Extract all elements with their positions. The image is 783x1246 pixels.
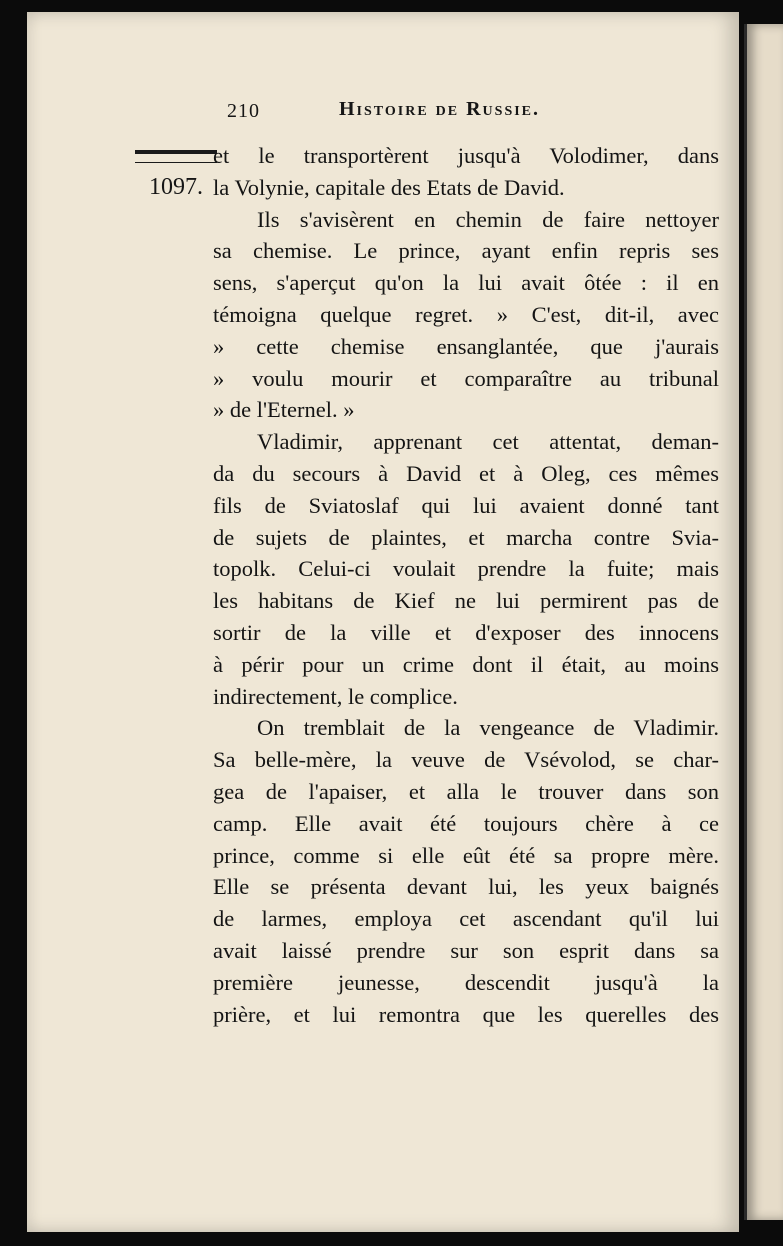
text-line: topolk. Celui-ci voulait prendre la fuite; mais <box>213 556 719 582</box>
text-line: Elle se présenta devant lui, les yeux baignés <box>213 874 719 900</box>
text-line: » de l'Eternel. » <box>213 397 355 423</box>
text-line: Vladimir, apprenant cet attentat, deman- <box>257 429 719 455</box>
text-line: de larmes, employa cet ascendant qu'il lui <box>213 906 719 932</box>
text-line: Sa belle-mère, la veuve de Vsévolod, se char- <box>213 747 719 773</box>
running-head-title: Histoire de Russie. <box>339 98 541 120</box>
text-line: et le transportèrent jusqu'à Volodimer, dans <box>213 143 719 168</box>
text-line: camp. Elle avait été toujours chère à ce <box>213 810 719 836</box>
margin-year: 1097. <box>149 174 203 200</box>
text-line: indirectement, le complice. <box>213 683 458 709</box>
text-line: sortir de la ville et d'exposer des innocens <box>213 619 719 645</box>
text-line: gea de l'apaiser, et alla le trouver dans son <box>213 778 719 804</box>
text-line: témoigna quelque regret. » C'est, dit-il, avec <box>213 301 719 327</box>
text-line: » cette chemise ensanglantée, que j'aurais <box>213 333 719 359</box>
text-line: prière, et lui remontra que les querelles des <box>213 1001 719 1027</box>
text-line: fils de Sviatoslaf qui lui avaient donné tant <box>213 492 719 518</box>
text-line: les habitans de Kief ne lui permirent pas de <box>213 588 719 614</box>
book-page <box>27 12 739 1232</box>
text-line: sens, s'aperçut qu'on la lui avait ôtée : il en <box>213 270 719 296</box>
page-number: 210 <box>227 100 260 122</box>
text-line: avait laissé prendre sur son esprit dans sa <box>213 937 719 963</box>
text-line: Ils s'avisèrent en chemin de faire nettoyer <box>257 206 719 232</box>
text-line: da du secours à David et à Oleg, ces mêmes <box>213 460 719 486</box>
text-line: la Volynie, capitale des Etats de David. <box>213 174 565 200</box>
text-line: de sujets de plaintes, et marcha contre Svia- <box>213 524 719 550</box>
text-line: On tremblait de la vengeance de Vladimir. <box>257 715 719 741</box>
facing-page-edge <box>744 24 783 1220</box>
continuation-rule <box>135 150 217 163</box>
text-line: à périr pour un crime dont il était, au moins <box>213 651 719 677</box>
text-line: première jeunesse, descendit jusqu'à la <box>213 969 719 995</box>
running-head <box>227 94 627 130</box>
text-line: prince, comme si elle eût été sa propre mère. <box>213 842 719 868</box>
text-line: sa chemise. Le prince, ayant enfin repris ses <box>213 238 719 264</box>
body-text <box>213 140 719 1030</box>
text-line: » voulu mourir et comparaître au tribunal <box>213 365 719 391</box>
